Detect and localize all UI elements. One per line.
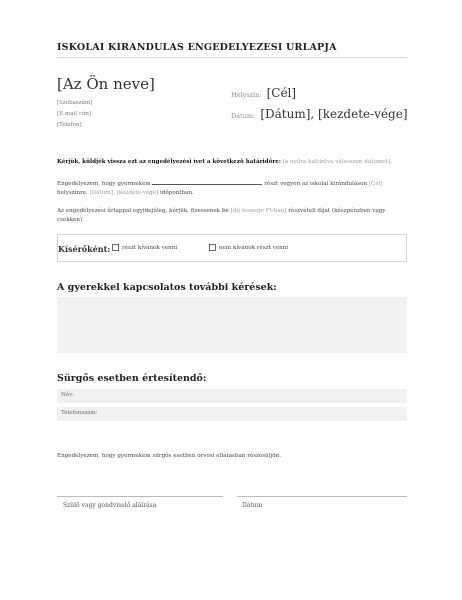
emergency-name-field[interactable] — [57, 389, 407, 403]
checkbox-icon[interactable] — [209, 244, 216, 251]
date-row — [231, 103, 408, 122]
location-row — [231, 82, 296, 101]
signature-label: Szülő vagy gondviselő aláírása — [63, 502, 157, 509]
title-divider — [57, 57, 407, 58]
phone[interactable]: [Telefon] — [57, 122, 82, 128]
permission-paragraph: Engedélyezem, hogy gyermekem részt vegyen az iskolai kiránduláson [Cél] helyszínre, [Dátum], [kezdete-vége] időpontban. — [57, 178, 409, 198]
chaperone-no-option[interactable]: nem kívánok részt venni — [209, 244, 288, 251]
date-label: Dátum: — [231, 112, 256, 120]
email[interactable]: [E-mail cím] — [57, 111, 92, 117]
emergency-heading: Sürgős esetben értesítendő: — [57, 373, 207, 384]
chaperone-yes-option[interactable]: részt kívánok venni — [112, 244, 177, 251]
destination-placeholder[interactable]: [Cél] — [368, 181, 383, 187]
signature-line[interactable] — [57, 496, 223, 497]
date-value[interactable]: [Dátum], [kezdete-vége] — [260, 107, 408, 121]
datetime-placeholder[interactable]: [Dátum], [kezdete-vége] — [89, 190, 159, 196]
fee-amount-placeholder[interactable]: [díj összege Ft-ban] — [230, 208, 287, 214]
location-value[interactable]: [Cél] — [266, 86, 297, 100]
fee-paragraph: Az engedélyezési űrlappal egyidejűleg, kérjük, fizessenek be [díj összege Ft-ban] részvételi díjat (készpénzben vagy csekken). — [57, 208, 386, 223]
emergency-phone-label: Telefonszám: — [61, 410, 98, 416]
date-line[interactable] — [237, 496, 407, 497]
sender-name[interactable]: [Az Ön neve] — [57, 75, 155, 93]
room-number[interactable]: [Szobaszám] — [57, 100, 93, 106]
requests-field[interactable] — [57, 297, 407, 353]
chaperone-label: Kísérőként: — [58, 244, 111, 254]
chaperone-box — [57, 234, 407, 262]
deadline-text: Kérjük, küldjék vissza ezt az engedélyezési ívet a következő határidőre: — [57, 159, 281, 165]
requests-heading: A gyerekkel kapcsolatos további kérések: — [57, 282, 277, 293]
emergency-phone-field[interactable] — [57, 407, 407, 421]
location-label: Helyszín: — [231, 91, 262, 99]
medical-consent-text: Engedélyezem, hogy gyermekem sürgős esetben orvosi ellátásban részesüljön. — [57, 453, 282, 459]
form-title: ISKOLAI KIRANDULAS ENGEDELYEZESI URLAPJA — [57, 42, 337, 53]
signature-date-label: Dátum — [242, 502, 263, 509]
checkbox-icon[interactable] — [112, 244, 119, 251]
child-name-field[interactable] — [152, 178, 262, 185]
emergency-name-label: Név: — [61, 392, 75, 398]
return-deadline-paragraph: Kérjük, küldjék vissza ezt az engedélyezési ívet a következő határidőre: [a nyílra kattintva válasszon dátumot]. — [57, 159, 392, 165]
deadline-date-picker[interactable]: [a nyílra kattintva válasszon dátumot] — [282, 159, 391, 165]
